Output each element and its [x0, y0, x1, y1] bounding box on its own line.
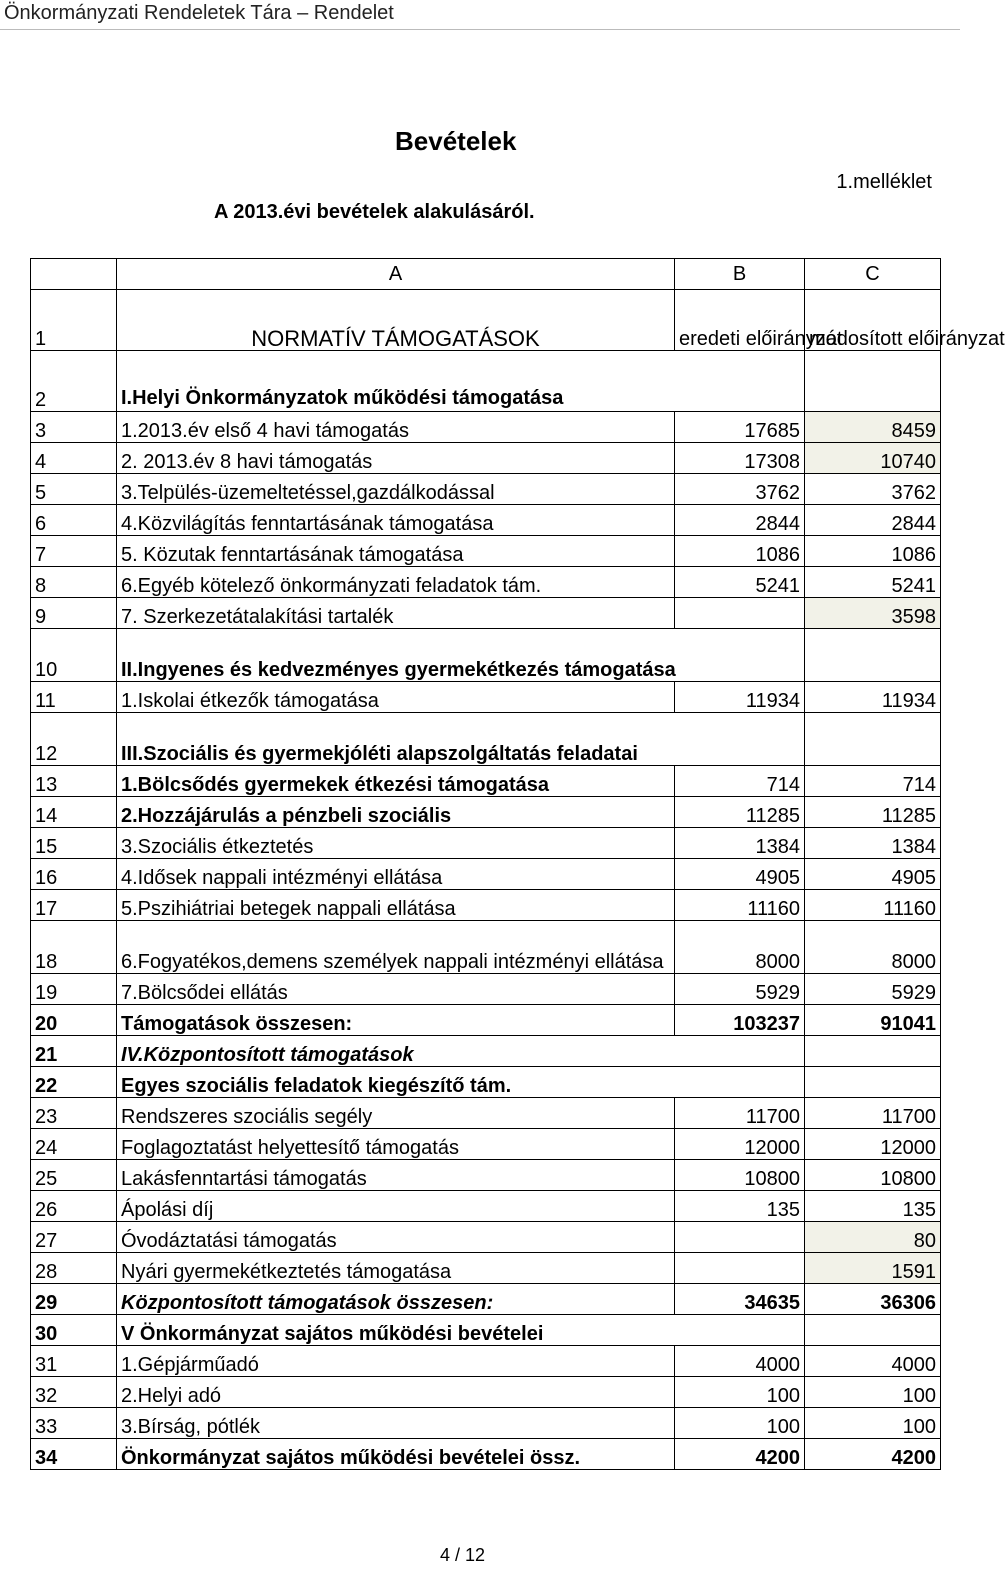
row-number: 2	[31, 351, 117, 412]
row-number: 17	[31, 890, 117, 921]
table-row	[31, 1129, 941, 1160]
table-row	[31, 443, 941, 474]
row-value-modified: 10800	[805, 1160, 941, 1191]
row-number: 6	[31, 505, 117, 536]
row-label: 5. Közutak fenntartásának támogatása	[117, 536, 675, 567]
row-value-original: 11160	[675, 890, 805, 921]
table-row	[31, 1191, 941, 1222]
section-label: I.Helyi Önkormányzatok működési támogatása	[117, 351, 805, 412]
row-value-modified: 1384	[805, 828, 941, 859]
row-number: 19	[31, 974, 117, 1005]
row-value-modified: 100	[805, 1377, 941, 1408]
row-label: 1.Iskolai étkezők támogatása	[117, 682, 675, 713]
row-number: 4	[31, 443, 117, 474]
row-value-original: 135	[675, 1191, 805, 1222]
row-label: II.Ingyenes és kedvezményes gyermekétkezés támogatása	[117, 629, 805, 682]
table-row	[31, 1284, 941, 1315]
row-value-original: 5241	[675, 567, 805, 598]
row-number: 11	[31, 682, 117, 713]
row-label: 4.Közvilágítás fenntartásának támogatása	[117, 505, 675, 536]
row-number: 31	[31, 1346, 117, 1377]
row-value-modified: 1591	[805, 1253, 941, 1284]
row-label: Támogatások összesen:	[117, 1005, 675, 1036]
row-value-modified: 12000	[805, 1129, 941, 1160]
table-row	[31, 1160, 941, 1191]
table-row	[31, 1346, 941, 1377]
table-row	[31, 1222, 941, 1253]
row-number: 27	[31, 1222, 117, 1253]
row-number: 7	[31, 536, 117, 567]
table-row	[31, 766, 941, 797]
row-value-original: 17308	[675, 443, 805, 474]
row-value-c	[805, 351, 941, 412]
row-value-original: 103237	[675, 1005, 805, 1036]
row-number: 29	[31, 1284, 117, 1315]
row-value-modified: 11285	[805, 797, 941, 828]
row-number: 18	[31, 921, 117, 974]
row-number: 8	[31, 567, 117, 598]
row-label: 7.Bölcsődei ellátás	[117, 974, 675, 1005]
row-number: 1	[31, 290, 117, 351]
row-value-modified: 3598	[805, 598, 941, 629]
row-label: Foglagoztatást helyettesítő támogatás	[117, 1129, 675, 1160]
row-number: 26	[31, 1191, 117, 1222]
row-number: 24	[31, 1129, 117, 1160]
row-value-modified: 80	[805, 1222, 941, 1253]
page-subtitle: A 2013.évi bevételek alakulásáról.	[214, 201, 535, 223]
table-row	[31, 828, 941, 859]
table-row	[31, 351, 941, 412]
row-number: 20	[31, 1005, 117, 1036]
row-value-original: 8000	[675, 921, 805, 974]
row-label: 3.Szociális étkeztetés	[117, 828, 675, 859]
row-value-modified	[805, 1036, 941, 1067]
row-value-modified	[805, 713, 941, 766]
row-value-original: 4905	[675, 859, 805, 890]
row-number: 30	[31, 1315, 117, 1346]
row-value-modified: 11160	[805, 890, 941, 921]
row-label: 1.2013.év első 4 havi támogatás	[117, 412, 675, 443]
row-value-modified	[805, 1315, 941, 1346]
row-label: Rendszeres szociális segély	[117, 1098, 675, 1129]
row-value-modified: 36306	[805, 1284, 941, 1315]
table-row	[31, 859, 941, 890]
row-label: 3.Telpülés-üzemeltetéssel,gazdálkodással	[117, 474, 675, 505]
row-number: 32	[31, 1377, 117, 1408]
row-label: Óvodáztatási támogatás	[117, 1222, 675, 1253]
table-row	[31, 1098, 941, 1129]
table-row	[31, 1036, 941, 1067]
row-label: 7. Szerkezetátalakítási tartalék	[117, 598, 675, 629]
table-row	[31, 629, 941, 682]
row-number: 21	[31, 1036, 117, 1067]
row-value-original	[675, 1253, 805, 1284]
table-row	[31, 1377, 941, 1408]
table-row	[31, 412, 941, 443]
row-label: 2.Hozzájárulás a pénzbeli szociális	[117, 797, 675, 828]
row-value-original: 2844	[675, 505, 805, 536]
row-value-modified: 11700	[805, 1098, 941, 1129]
table-row	[31, 290, 941, 351]
row-value-original: 5929	[675, 974, 805, 1005]
row-number: 3	[31, 412, 117, 443]
page-number: 4 / 12	[440, 1545, 486, 1565]
table-row	[31, 797, 941, 828]
row-value-original: 11700	[675, 1098, 805, 1129]
row-value-modified: 11934	[805, 682, 941, 713]
row-value-modified: 5929	[805, 974, 941, 1005]
row-number: 23	[31, 1098, 117, 1129]
row-number: 9	[31, 598, 117, 629]
table-row	[31, 682, 941, 713]
column-header-modified: módosított előirányzat	[805, 290, 941, 351]
row-label: 2. 2013.év 8 havi támogatás	[117, 443, 675, 474]
row-label: Ápolási díj	[117, 1191, 675, 1222]
row-number: 13	[31, 766, 117, 797]
section-title: NORMATÍV TÁMOGATÁSOK	[117, 290, 675, 351]
row-value-modified: 2844	[805, 505, 941, 536]
row-value-original: 4200	[675, 1439, 805, 1470]
row-value-original: 10800	[675, 1160, 805, 1191]
table-row	[31, 505, 941, 536]
column-letter-a: A	[117, 259, 675, 290]
row-value-modified: 10740	[805, 443, 941, 474]
row-value-modified: 714	[805, 766, 941, 797]
document-title: Önkormányzati Rendeletek Tára – Rendelet	[4, 2, 394, 24]
row-value-original	[675, 598, 805, 629]
revenue-table	[30, 258, 1005, 1470]
row-number: 14	[31, 797, 117, 828]
row-label: 5.Pszihiátriai betegek nappali ellátása	[117, 890, 675, 921]
row-number: 15	[31, 828, 117, 859]
row-value-modified	[805, 629, 941, 682]
row-value-modified: 8459	[805, 412, 941, 443]
row-label: Lakásfenntartási támogatás	[117, 1160, 675, 1191]
column-header-original: eredeti előirányzat	[675, 290, 805, 351]
row-number: 10	[31, 629, 117, 682]
row-label: III.Szociális és gyermekjóléti alapszolgáltatás feladatai	[117, 713, 805, 766]
row-number: 5	[31, 474, 117, 505]
table-row	[31, 474, 941, 505]
row-label: 1.Gépjárműadó	[117, 1346, 675, 1377]
row-value-original: 1086	[675, 536, 805, 567]
row-label: Egyes szociális feladatok kiegészítő tám.	[117, 1067, 805, 1098]
row-value-modified: 4200	[805, 1439, 941, 1470]
row-number: 28	[31, 1253, 117, 1284]
table-row	[31, 1005, 941, 1036]
row-value-modified: 135	[805, 1191, 941, 1222]
table-row	[31, 890, 941, 921]
row-label: Önkormányzat sajátos működési bevételei össz.	[117, 1439, 675, 1470]
row-label: 3.Bírság, pótlék	[117, 1408, 675, 1439]
row-value-original: 714	[675, 766, 805, 797]
table-row	[31, 1439, 941, 1470]
row-value-original: 11934	[675, 682, 805, 713]
row-value-original: 17685	[675, 412, 805, 443]
table-row	[31, 1315, 941, 1346]
row-label: V Önkormányzat sajátos működési bevételei	[117, 1315, 805, 1346]
table-row	[31, 713, 941, 766]
row-label: IV.Központosított támogatások	[117, 1036, 805, 1067]
row-value-original: 11285	[675, 797, 805, 828]
row-value-original: 100	[675, 1408, 805, 1439]
row-value-original: 100	[675, 1377, 805, 1408]
row-number: 22	[31, 1067, 117, 1098]
row-number: 33	[31, 1408, 117, 1439]
row-number: 34	[31, 1439, 117, 1470]
row-value-modified: 91041	[805, 1005, 941, 1036]
row-number: 16	[31, 859, 117, 890]
row-value-original: 3762	[675, 474, 805, 505]
row-label: 4.Idősek nappali intézményi ellátása	[117, 859, 675, 890]
row-label: 6.Fogyatékos,demens személyek nappali intézményi ellátása	[117, 921, 675, 974]
row-value-modified: 4000	[805, 1346, 941, 1377]
document-header	[0, 0, 960, 30]
row-value-modified: 4905	[805, 859, 941, 890]
row-value-modified: 8000	[805, 921, 941, 974]
row-value-original: 1384	[675, 828, 805, 859]
table-row	[31, 1067, 941, 1098]
row-label: 1.Bölcsődés gyermekek étkezési támogatása	[117, 766, 675, 797]
row-value-original: 4000	[675, 1346, 805, 1377]
row-value-original: 34635	[675, 1284, 805, 1315]
column-letter-b: B	[675, 259, 805, 290]
table-row	[31, 1408, 941, 1439]
row-number: 25	[31, 1160, 117, 1191]
page-heading: Bevételek	[395, 126, 517, 156]
column-letter-c: C	[805, 259, 941, 290]
row-value-modified: 1086	[805, 536, 941, 567]
row-label: 6.Egyéb kötelező önkormányzati feladatok tám.	[117, 567, 675, 598]
column-letter-row	[31, 259, 941, 290]
row-number: 12	[31, 713, 117, 766]
row-value-original: 12000	[675, 1129, 805, 1160]
table-row	[31, 974, 941, 1005]
row-label: Központosított támogatások összesen:	[117, 1284, 675, 1315]
table-row	[31, 536, 941, 567]
row-value-original	[675, 1222, 805, 1253]
annex-label: 1.melléklet	[836, 171, 932, 193]
row-value-modified: 3762	[805, 474, 941, 505]
table-row	[31, 1253, 941, 1284]
row-label: 2.Helyi adó	[117, 1377, 675, 1408]
row-value-modified: 5241	[805, 567, 941, 598]
row-label: Nyári gyermekétkeztetés támogatása	[117, 1253, 675, 1284]
row-value-modified: 100	[805, 1408, 941, 1439]
table-row	[31, 598, 941, 629]
row-value-modified	[805, 1067, 941, 1098]
row-number-blank	[31, 259, 117, 290]
table-row	[31, 567, 941, 598]
header-divider	[0, 29, 960, 30]
table-row	[31, 921, 941, 974]
